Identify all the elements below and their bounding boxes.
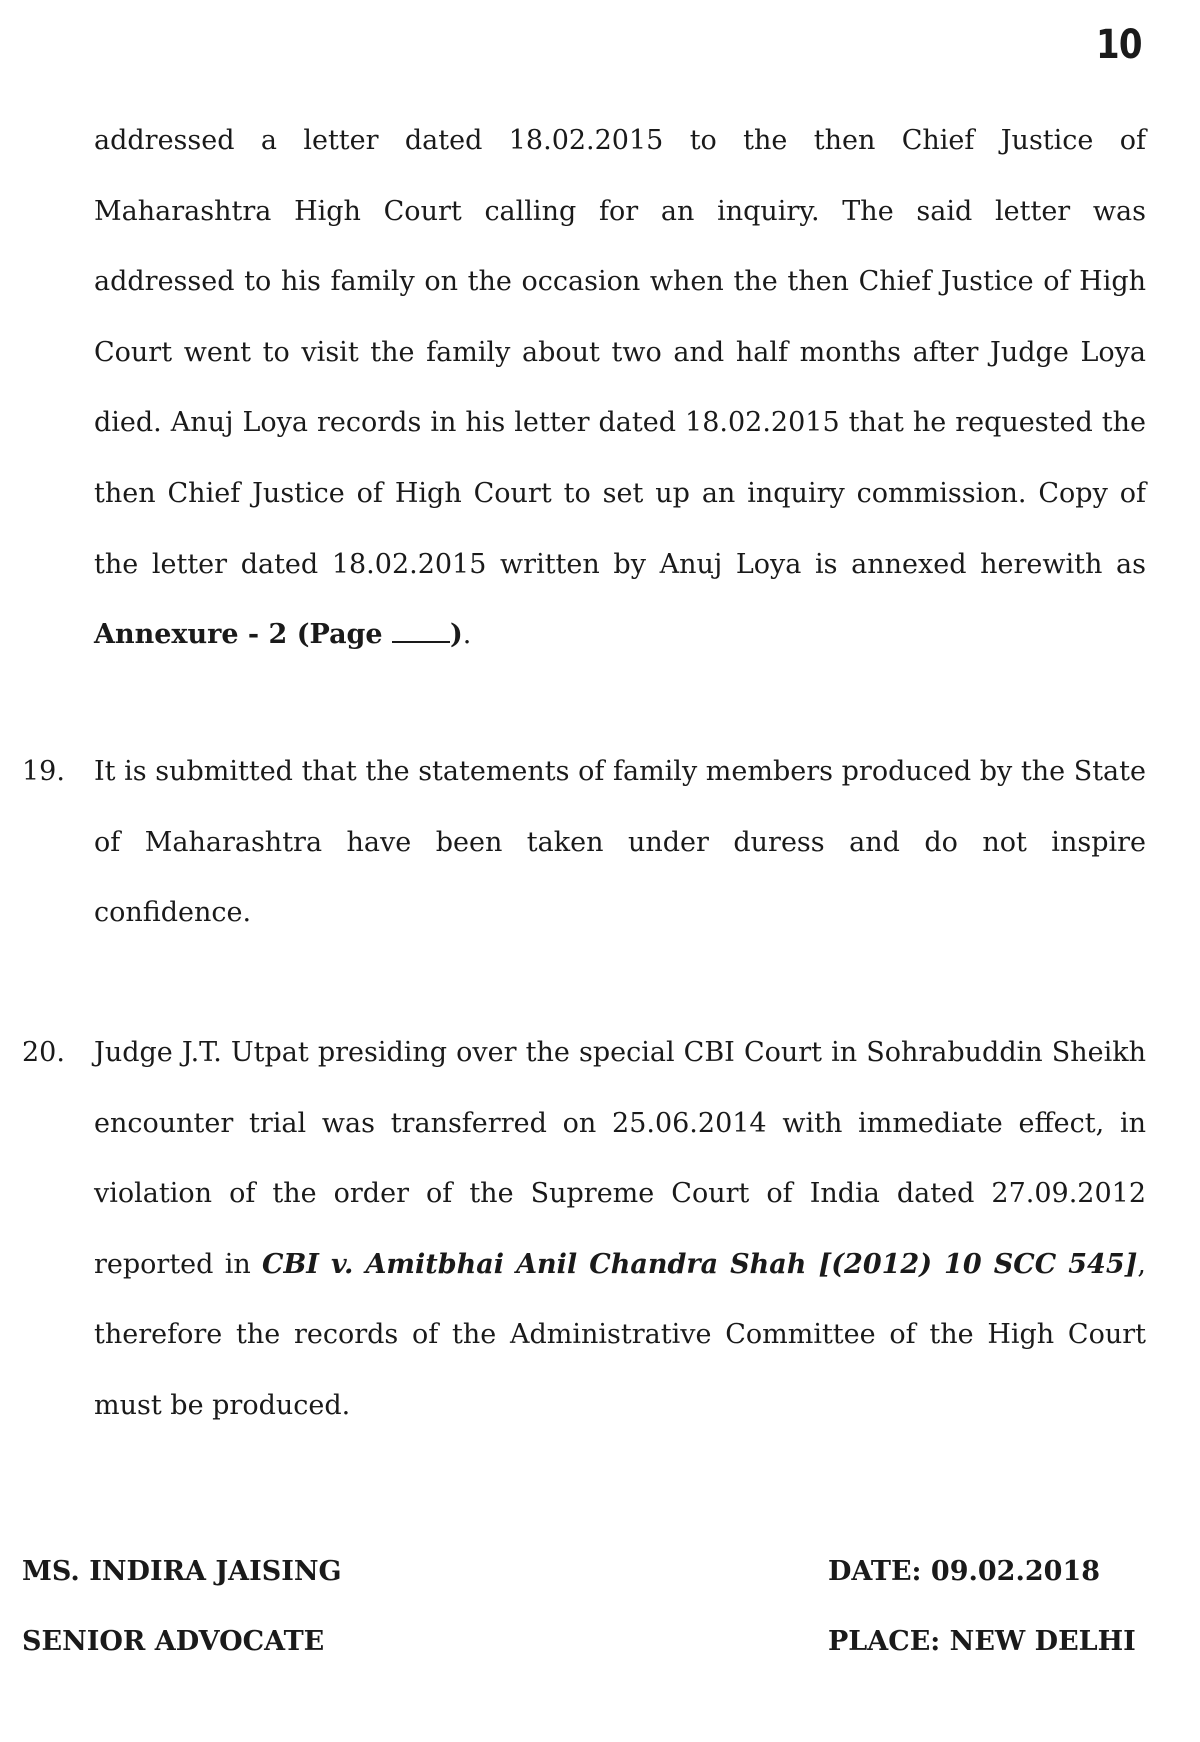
paragraph-19-text: It is submitted that the statements of family members produced by the State of Maharashtra have been taken under duress and do not inspire confidence.	[94, 756, 1146, 929]
para18-text: addressed a letter dated 18.02.2015 to the then Chief Justice of Maharashtra High Court calling for an inquiry. The said letter was addressed to his family on the occasion when the then Chief Justice of High Court went to visit the family about two and half months after Judge Loya died. Anuj Loya records in his letter dated 18.02.2015 that he requested the then Chief Justice of High Court to set up an inquiry commission. Copy of the letter dated 18.02.2015 written by Anuj Loya is annexed herewith as	[94, 125, 1146, 580]
signatory-title: SENIOR ADVOCATE	[22, 1626, 325, 1657]
annexure-close: )	[450, 619, 463, 651]
para20-text: Judge J.T. Utpat presiding over the special CBI Court in Sohrabuddin Sheikh encounter trial was transferred on 25.06.2014 with immediate effect, in violation of the order of the Supreme Court of India dated 27.09.2012 reported in	[94, 1037, 1146, 1280]
page-number: 10	[1096, 22, 1142, 68]
signatory-name: MS. INDIRA JAISING	[22, 1556, 342, 1587]
annexure-reference	[94, 619, 463, 650]
annexure-label: Annexure - 2 (Page	[94, 619, 393, 651]
paragraph-20-text	[94, 1018, 1146, 1442]
para20-end: , therefore the records of the Administrative Committee of the High Court must be produced.	[94, 1248, 1146, 1421]
paragraph-18-continued	[94, 106, 1146, 671]
signature-place: PLACE: NEW DELHI	[828, 1626, 1136, 1657]
page-blank-line	[392, 640, 450, 643]
case-citation: CBI v. Amitbhai Anil Chandra Shah [(2012) 10 SCC 545]	[262, 1248, 1138, 1280]
paragraph-19-number: 19.	[22, 756, 65, 787]
para18-end: .	[462, 619, 472, 651]
signature-date: DATE: 09.02.2018	[828, 1556, 1101, 1587]
paragraph-20-number: 20.	[22, 1037, 65, 1068]
